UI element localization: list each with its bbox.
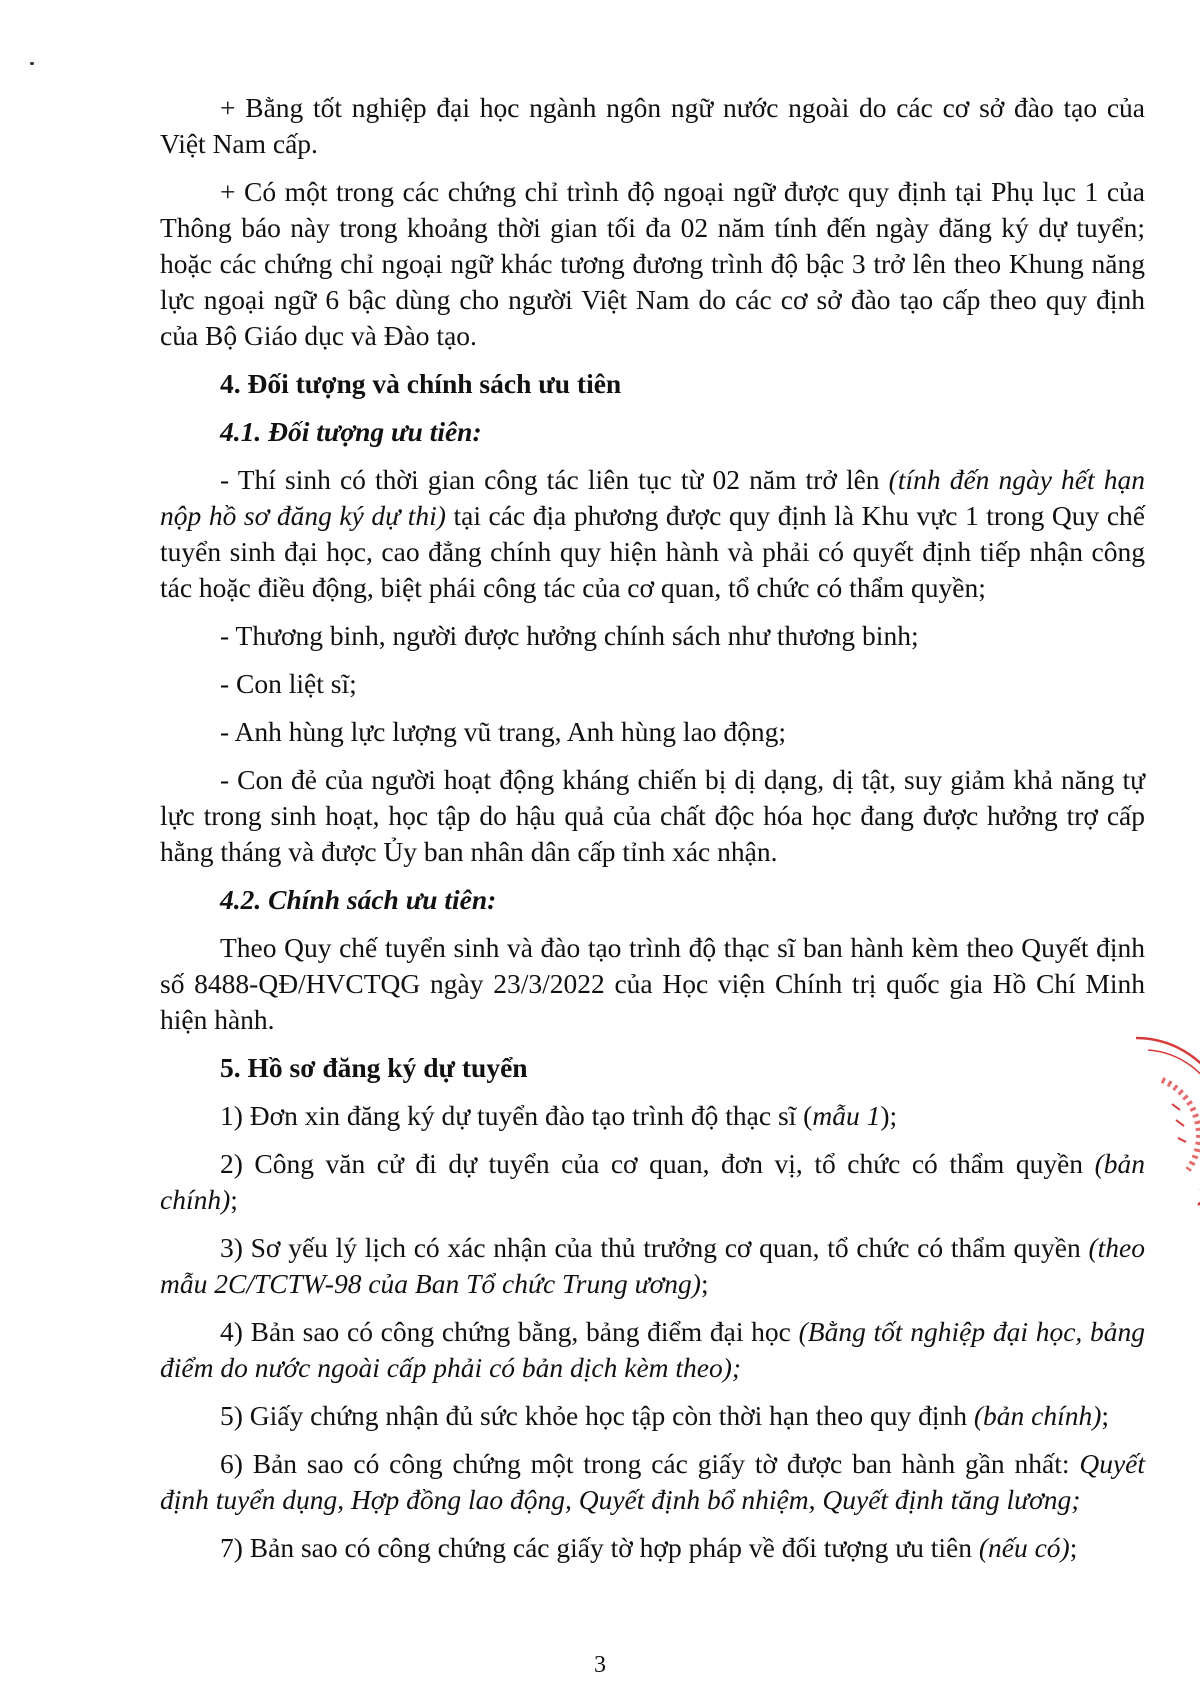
- text: 4.1. Đối tượng ưu tiên:: [220, 416, 482, 447]
- text: tại các địa phương được quy định là Khu vực 1 trong Quy chế tuyển sinh đại học, cao đẳng chính quy hiện hành và phải có quyết định tiếp nhận công tác hoặc điều động, biệt phái công tác của cơ quan, tổ chức có thẩm quyền;: [160, 500, 1146, 603]
- paragraph: [160, 1398, 1145, 1434]
- paragraph: [160, 1146, 1145, 1218]
- italic-text: (tính đến ngày hết hạn nộp hồ sơ đăng ký dự thi): [160, 464, 1145, 531]
- italic-text: (bản chính): [160, 1148, 1145, 1215]
- document-body: [160, 90, 1145, 1578]
- paragraph: [160, 666, 1145, 702]
- italic-text: (nếu có): [978, 1532, 1070, 1563]
- text: - Thí sinh có thời gian công tác liên tục từ 02 năm trở lên: [220, 464, 889, 495]
- paragraph: [160, 1098, 1145, 1134]
- text: 6) Bản sao có công chứng một trong các giấy tờ được ban hành gần nhất:: [220, 1448, 1080, 1479]
- text: 7) Bản sao có công chứng các giấy tờ hợp pháp về đối tượng ưu tiên: [220, 1532, 979, 1563]
- italic-text: Quyết định tuyển dụng, Hợp đồng lao động, Quyết định bổ nhiệm, Quyết định tăng lương;: [160, 1448, 1145, 1515]
- text: 4. Đối tượng và chính sách ưu tiên: [220, 368, 622, 399]
- text: Theo Quy chế tuyển sinh và đào tạo trình độ thạc sĩ ban hành kèm theo Quyết định số 8488-QĐ/HVCTQG ngày 23/3/2022 của Học viện Chính trị quốc gia Hồ Chí Minh hiện hành.: [160, 932, 1145, 1035]
- paragraph: [160, 1530, 1145, 1566]
- subsection-heading: [160, 882, 1145, 918]
- text: - Anh hùng lực lượng vũ trang, Anh hùng lao động;: [220, 716, 787, 747]
- text: 4.2. Chính sách ưu tiên:: [220, 884, 497, 915]
- paragraph: [160, 174, 1145, 354]
- text: 4) Bản sao có công chứng bằng, bảng điểm đại học: [220, 1316, 799, 1347]
- paragraph: [160, 714, 1145, 750]
- paragraph: [160, 90, 1145, 162]
- scan-dot: [30, 62, 34, 65]
- text: 3) Sơ yếu lý lịch có xác nhận của thủ trưởng cơ quan, tổ chức có thẩm quyền: [220, 1232, 1089, 1263]
- paragraph: [160, 1446, 1145, 1518]
- paragraph: [160, 462, 1145, 606]
- text: ;: [1069, 1532, 1078, 1563]
- paragraph: [160, 1230, 1145, 1302]
- subsection-heading: [160, 414, 1145, 450]
- text: 5. Hồ sơ đăng ký dự tuyển: [220, 1052, 528, 1083]
- italic-text: mẫu 1: [812, 1100, 881, 1131]
- italic-text: (bản chính): [973, 1400, 1102, 1431]
- section-heading: [160, 1050, 1145, 1086]
- text: ;: [1101, 1400, 1110, 1431]
- italic-text: (theo mẫu 2C/TCTW-98 của Ban Tổ chức Trung ương): [160, 1232, 1145, 1299]
- text: 5) Giấy chứng nhận đủ sức khỏe học tập còn thời hạn theo quy định: [220, 1400, 974, 1431]
- paragraph: [160, 762, 1145, 870]
- section-heading: [160, 366, 1145, 402]
- paragraph: [160, 618, 1145, 654]
- text: - Thương binh, người được hưởng chính sách như thương binh;: [220, 620, 919, 651]
- text: - Con đẻ của người hoạt động kháng chiến bị dị dạng, dị tật, suy giảm khả năng tự lực trong sinh hoạt, học tập do hậu quả của chất độc hóa học đang được hưởng trợ cấp hằng tháng và được Ủy ban nhân dân cấp tỉnh xác nhận.: [160, 764, 1145, 867]
- page-number: 3: [594, 1652, 606, 1678]
- text: - Con liệt sĩ;: [220, 668, 357, 699]
- text: ;: [230, 1184, 238, 1215]
- text: + Có một trong các chứng chỉ trình độ ngoại ngữ được quy định tại Phụ lục 1 của Thông báo này trong khoảng thời gian tối đa 02 năm tính đến ngày đăng ký dự tuyển; hoặc các chứng chỉ ngoại ngữ khác tương đương trình độ bậc 3 trở lên theo Khung năng lực ngoại ngữ 6 bậc dùng cho người Việt Nam do các cơ sở đào tạo cấp theo quy định của Bộ Giáo dục và Đào tạo.: [160, 176, 1145, 351]
- text: );: [880, 1100, 898, 1131]
- italic-text: (Bằng tốt nghiệp đại học, bảng điểm do nước ngoài cấp phải có bản dịch kèm theo);: [160, 1316, 1145, 1383]
- red-seal-stamp: [1128, 1020, 1200, 1210]
- text: 1) Đơn xin đăng ký dự tuyển đào tạo trình độ thạc sĩ (: [220, 1100, 813, 1131]
- text: ;: [700, 1268, 709, 1299]
- text: + Bằng tốt nghiệp đại học ngành ngôn ngữ nước ngoài do các cơ sở đào tạo của Việt Nam cấp.: [160, 92, 1145, 159]
- paragraph: [160, 930, 1145, 1038]
- paragraph: [160, 1314, 1145, 1386]
- text: 2) Công văn cử đi dự tuyển của cơ quan, đơn vị, tổ chức có thẩm quyền: [220, 1148, 1095, 1179]
